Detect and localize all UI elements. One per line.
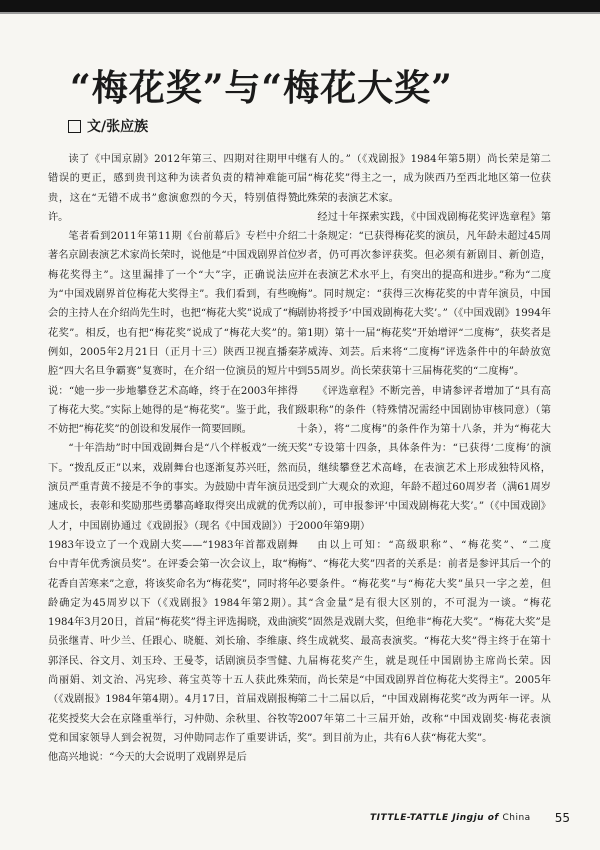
paragraph: 笔者看到2011年第11期《台前幕后》专栏中介绍著名京剧表演艺术家尚长荣时，说他是“中国戏剧界首位梅花奖得主”。这里漏排了一个“大”字，正确说法应为“中国戏剧界首位梅花大奖得主”。我们看到，有些晚会的主持人在介绍尚先生时，也把“梅花大奖”说成了“梅花奖”。相反，也有把“梅花奖”说成了“梅花大奖”的。例如，2005年2月21日（正月十三）陕西卫视直播秦腔“四大名旦争霸赛”复赛时，在介绍一位演员的短片中说：“她一步一步地攀登艺术高峰，终于在2003年摔得了梅花大奖。”实际上她得的是“梅花奖”。鉴于此，我们不妨把“梅花奖”的创设和发展作一简要回顾。 <box>48 231 298 436</box>
brand-main: TITTLE-TATTLE Jingju of <box>370 813 499 823</box>
paragraph: 《评选章程》不断完善，申请参评者增加了“具有高级职称”的条件（特殊情况需经中国剧协审核同意）（第十条），将“二度梅”的条件作为第十八条，并为“梅花大奖”专设第十四条，具体条件为：“已获得‘二度梅’的演员，继续攀登艺术高峰，在表演艺术上形成独特风格，受到广大观众的欢迎，年龄不超过60周岁者（满61周岁以前），可申报参评‘中国戏剧梅花大奖’。”（《中国戏剧》2000年第9期） <box>297 385 551 532</box>
page-number: 55 <box>554 811 570 825</box>
magazine-brand <box>370 813 531 823</box>
paragraph: 经过十年探索实践，《中国戏剧梅花奖评选章程》第二十条规定：“已获得梅花奖的演员，凡年龄未超过45周岁者，仍可再次参评获奖。但必须有新剧目、新创造，并在表演艺术水平上，有突出的提高和进步。”称为“二度梅”。同时规定：“获得三次梅花奖的中青年演员，中国剧协将授予‘中国戏剧梅花大奖’。”（《中国戏剧》1994年第1期）第十一届“梅花奖”开始增评“二度梅”，获奖者是茅威涛、刘芸。后来将“二度梅”评选条件中的年龄放宽到55周岁。尚长荣获第十三届梅花奖的“二度梅”。 <box>297 211 551 378</box>
byline-text: 文/张应族 <box>87 119 149 135</box>
top-border <box>0 0 600 12</box>
brand-china: China <box>502 813 531 823</box>
square-icon <box>68 120 81 133</box>
page-footer <box>370 808 570 828</box>
paragraph: 读了《中国京剧》2012年第三、四期对往期甲中错误的更正，感到贵刊这种为读者负责的精神难能可贵，这在“无错不成书”愈演愈烈的今天，特别值得赞许。 <box>48 154 298 223</box>
article-title: “梅花奖”与“梅花大奖” <box>70 67 453 109</box>
paragraph: 继有人的。”（《戏剧报》1984年第5期）尚长荣是第二届“梅花奖”得主之一，成为陕西乃至西北地区第一位获此殊荣的表演艺术家。 <box>297 154 551 204</box>
paragraph: 由以上可知：“高级职称”、“梅花奖”、“二度梅”、“梅花大奖”四者的关系是：前者是参评其后一个的必要条件。“梅花奖”与“梅花大奖”虽只一字之差，但其“含金量”是有很大区别的，不可混为一谈。“梅花奖”固然是戏剧大奖，但绝非“梅花大奖”。“梅花大奖”是终生成就奖、最高表演奖。“梅花大奖”得主终于在第十九届梅花奖产生，就是现任中国剧协主席尚长荣。因而，尚长荣是“中国戏剧界首位梅花大奖得主”。2005年第二十二届以后，“中国戏剧梅花奖”改为两年一评。从2007年第二十三届开始，改称“中国戏剧奖·梅花表演奖”。到目前为止，共有6人获“梅花大奖”。 <box>297 539 551 744</box>
right-column <box>297 150 551 748</box>
left-column <box>48 150 298 768</box>
top-rule <box>0 12 600 14</box>
paragraph: “十年浩劫”时中国戏剧舞台是“八个样板戏”一统天下。“拨乱反正”以来，戏剧舞台也逐渐复苏兴旺，然而演员严重青黄不接是不争的事实。为鼓励中青年演员迅速成长，表彰和奖励那些勇攀高峰取得突出成就的优秀人才，中国剧协通过《戏剧报》（现名《中国戏剧》）于1983年设立了一个戏剧大奖——“1983年首都戏剧舞台中青年优秀演员奖”。在评委会第一次会议上，取“梅花香自苦寒来”之意，将该奖命名为“梅花奖”，同时将年龄确定为45周岁以下（《戏剧报》1984年第2期）。1984年3月20日，首届“梅花奖”得主评选揭晓，戏曲演员张继青、叶少兰、任跟心、晓艇、刘长瑜、李维康、郭泽民、谷文月、刘玉玲、王曼苓，话剧演员李雪健、尚丽娟、刘文治、冯宪珍、蒋宝英等十五人获此殊荣（《戏剧报》1984年第4期）。4月17日，首届戏剧报梅花奖授奖大会在京隆重举行，习仲勋、余秋里、谷牧等党和国家领导人到会祝贺，习仲勋同志作了重要讲话，他高兴地说：“今天的大会说明了戏剧界是后 <box>48 443 298 764</box>
byline <box>68 116 148 136</box>
